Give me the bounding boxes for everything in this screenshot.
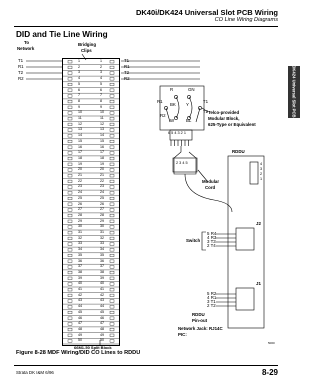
right-r1-label: R1 [124,64,130,69]
wire-label-bk: BK [170,102,176,107]
block-row-number: 27 [78,207,82,212]
block-row-number-right: 22 [100,178,104,183]
block-row-number: 6 [78,87,80,92]
block-row-number-right: 44 [100,304,104,309]
wire-label-y: Y [186,102,189,107]
block-row-number: 10 [78,110,82,115]
block-row-number: 12 [78,121,82,126]
block-row-number-right: 43 [100,298,104,303]
block-row-number-right: 7 [100,93,102,98]
block-row-number: 41 [78,287,82,291]
block-row-number-right: 4 [100,76,102,81]
block-row-number: 37 [78,264,82,269]
block-row-number-right: 13 [100,127,104,132]
block-row-number-right: 10 [100,110,104,115]
block-row-number-right: 12 [100,121,104,126]
telco-label-3: 625-Type or Equivalent [208,122,256,127]
side-tab-label: DK40i/DK424 Universal Slot PCB Wiring [291,52,297,132]
block-row-number-right: 33 [100,241,104,246]
footer-left: Strata DK I&M 6/96 [16,370,54,375]
block-row-number: 48 [78,326,82,331]
block-row-number: 36 [78,258,82,263]
block-row-number-right: 21 [100,173,104,177]
block-row-number-right: 16 [100,144,104,149]
block-row-number: 23 [78,184,82,189]
left-t2-label: T2 [18,70,24,75]
telco-label-1: Telco-provided [208,110,240,115]
block-row-number-right: 9 [100,104,102,109]
right-t2-label: T2 [124,70,130,75]
figure-code: 5000 [268,341,275,345]
footer-rule [14,365,278,366]
block-row-number-right: 45 [100,309,104,314]
block-row-number-right: 49 [100,332,104,337]
block-row-number: 9 [78,104,80,109]
block-label: 66M1-50 Split Block [74,345,112,350]
network-jack-label-1: Network Jack: RJ14C [178,326,223,331]
block-row-number: 22 [78,178,82,183]
block-row-number-right: 24 [100,190,104,195]
block-row-number-right: 46 [100,315,104,320]
modular-cord-label-2: Cord [205,185,216,190]
block-row-number-right: 3 [100,70,102,75]
block-row-number: 14 [78,133,82,138]
block-row-number: 32 [78,235,82,240]
block-row-number-right: 14 [100,133,104,138]
block-row-number: 21 [78,173,82,177]
block-row-number-right: 30 [100,224,104,229]
block-row-number-right: 42 [100,292,104,297]
block-row-number-right: 26 [100,201,104,206]
upper-pin-2: 2 T4 [207,243,216,248]
block-row-number-right: 1 [100,59,102,63]
block-row-number: 3 [78,70,80,75]
block-row-number-right: 6 [100,87,102,92]
upper-pin-4: 4 R3 [207,235,217,240]
block-row-number: 1 [78,59,80,63]
block-row-number: 16 [78,144,82,149]
block-row-number: 33 [78,241,82,246]
network-jack-label-2: PIC: [178,332,187,337]
block-row-number: 38 [78,269,82,274]
block-row-number-right: 11 [100,116,104,120]
block-row-number-right: 23 [100,184,104,189]
left-t1-label: T1 [18,58,24,63]
lower-pin-2: 2 T2 [207,303,216,308]
block-row-number: 49 [78,332,82,337]
block-row-number-right: 19 [100,161,104,166]
block-row-number-right: 37 [100,264,104,269]
block-row-number-right: 18 [100,155,104,160]
to-network-label-1: To [24,40,30,45]
switch-label: Switch [186,238,201,243]
block-row-number-right: 47 [100,321,104,326]
jack-pin-numbers: 2 3 4 5 [176,161,188,165]
block-row-number: 15 [78,138,82,143]
block-row-number: 25 [78,195,82,200]
block-row-number-right: 27 [100,207,104,212]
lower-pin-5: 5 R2 [207,291,217,296]
block-row-number-right: 20 [100,167,104,172]
block-row-number: 13 [78,127,82,132]
wire-label-r1: R1 [157,99,163,104]
side-pin-2: 2 [260,172,263,176]
bridging-clips-label-1: Bridging [78,42,97,47]
block-row-number: 31 [78,230,82,234]
block-row-number-right: 32 [100,235,104,240]
block-row-number-right: 48 [100,326,104,331]
block-row-number: 43 [78,298,82,303]
j2-label: J2 [256,221,261,226]
block-row-number-right: 17 [100,150,104,155]
block-row-number-right: 28 [100,212,104,217]
rddu-pinout-label-1: RDDU [192,312,205,317]
block-row-number-right: 41 [100,287,104,291]
rddu-pinout-label-2: Pin-out [192,318,208,323]
block-row-number-right: 2 [100,64,102,69]
block-row-number: 11 [78,116,82,120]
block-row-number-right: 31 [100,230,104,234]
cord-pin-numbers: 6 5 4 3 2 1 [168,131,186,135]
block-row-number: 35 [78,252,82,257]
figure-caption: Figure 8-28 MDF Wiring/DID CO Lines to RDDU [16,350,141,356]
block-row-number: 8 [78,98,80,103]
block-row-number-right: 39 [100,275,104,280]
block-row-number: 26 [78,201,82,206]
block-row-number: 20 [78,167,82,172]
bridging-clips-label-2: Clips [81,48,92,53]
block-row-number-right: 34 [100,247,104,252]
wire-label-r2: R2 [160,113,166,118]
block-row-number-right: 8 [100,98,102,103]
to-network-label-2: Network [17,46,35,51]
block-row-number-right: 15 [100,138,104,143]
block-row-number: 39 [78,275,82,280]
wire-label-gn: GN [188,87,195,92]
page-header-title: DK40i/DK424 Universal Slot PCB Wiring [135,8,278,17]
block-row-number: 17 [78,150,82,155]
upper-pin-3: 3 T3 [207,239,216,244]
block-row-number-right: 38 [100,269,104,274]
block-row-number: 30 [78,224,82,229]
side-pin-3: 3 [260,167,263,171]
right-r2-label: R2 [124,76,130,81]
block-row-number: 44 [78,304,82,309]
wire-label-r: R [170,87,174,92]
right-t1-label: T1 [124,58,130,63]
block-row-number: 42 [78,292,82,297]
block-row-number: 34 [78,247,82,252]
upper-pin-5: 5 R4 [207,231,217,236]
block-row-number: 40 [78,281,82,286]
block-row-number: 50 [78,338,82,343]
side-pin-4: 4 [260,162,263,166]
rddu-top-label: RDDU [232,149,245,154]
block-row-number-right: 40 [100,281,104,286]
wire-label-w: W [170,118,175,123]
j1-label: J1 [256,281,261,286]
side-pin-1: 1 [260,177,263,181]
block-row-number: 19 [78,161,82,166]
block-row-number-right: 36 [100,258,104,263]
block-row-number-right: 50 [100,338,104,343]
wire-label-bl: BL [186,118,192,123]
page-header-subtitle: CO Line Wiring Diagrams [214,17,278,23]
telco-label-2: Modular Block, [208,116,240,121]
block-row-number: 29 [78,218,82,223]
section-title: DID and Tie Line Wiring [16,30,108,39]
block-row-number: 45 [78,309,82,314]
block-row-number: 5 [78,81,80,86]
page-number: 8-29 [261,368,278,377]
block-row-number: 47 [78,321,82,326]
block-row-number: 46 [78,315,82,320]
block-row-number: 2 [78,64,80,69]
block-row-number: 24 [78,190,82,195]
block-row-number-right: 29 [100,218,104,223]
block-row-number: 28 [78,212,82,217]
lower-pin-4: 4 R1 [207,295,217,300]
block-row-number: 18 [78,155,82,160]
left-r2-label: R2 [18,76,24,81]
wire-label-t1: T1 [203,99,209,104]
wire-label-t2: T2 [203,109,209,114]
block-row-number-right: 5 [100,81,102,86]
block-row-number: 4 [78,76,80,81]
block-row-number-right: 35 [100,252,104,257]
lower-pin-3: 3 T1 [207,299,216,304]
block-row-number: 7 [78,93,80,98]
left-r1-label: R1 [18,64,24,69]
modular-cord-label-1: Modular [202,179,220,184]
block-row-number-right: 25 [100,195,104,200]
